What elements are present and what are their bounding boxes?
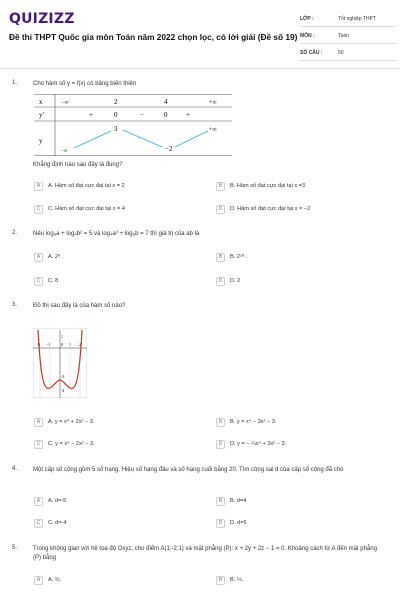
option-text: D. 2 xyxy=(230,278,241,284)
option-letter: C xyxy=(34,519,43,528)
option-text: B. Hàm số đạt cực đại tại x =3 xyxy=(230,183,306,189)
option-text: A. y = x⁴ + 2x² − 3. xyxy=(48,419,95,425)
question-number: 4. xyxy=(12,466,18,472)
option-b[interactable] xyxy=(216,251,247,263)
graph-y-label: 1 xyxy=(61,334,63,339)
option-c[interactable] xyxy=(34,438,95,450)
question-text: Đồ thị sau đây là của hàm số nào? xyxy=(33,303,126,309)
option-text: B. ⅓. xyxy=(230,577,244,583)
option-letter: B xyxy=(216,576,225,585)
question-text: Cho hàm số y = f(x) có bảng biến thiên xyxy=(33,81,137,87)
table-y-value: +∞ xyxy=(209,127,217,133)
meta-label: LỚP : xyxy=(300,16,314,22)
option-d[interactable] xyxy=(216,438,286,450)
option-letter: C xyxy=(34,277,43,286)
option-d[interactable] xyxy=(216,275,240,287)
table-yprime-label: y′ xyxy=(39,111,45,119)
option-letter: D xyxy=(216,519,225,528)
question-number: 5. xyxy=(12,545,18,551)
variation-table xyxy=(34,94,232,156)
option-a[interactable] xyxy=(34,574,61,586)
worksheet-meta xyxy=(300,12,396,63)
option-a[interactable] xyxy=(34,251,63,263)
option-letter: B xyxy=(216,182,225,191)
option-letter: A xyxy=(34,497,43,506)
option-c[interactable] xyxy=(34,517,67,529)
option-a[interactable] xyxy=(34,416,94,428)
table-x-value: 2 xyxy=(114,98,118,106)
meta-row-subject xyxy=(300,29,396,44)
graph-x-label: 1 xyxy=(69,342,71,347)
graph-y-label: -3 xyxy=(61,374,65,379)
table-x-value: 4 xyxy=(164,98,168,106)
graph-x-label: -1 xyxy=(47,342,51,347)
option-text: A. 2⁹ . xyxy=(48,254,64,260)
table-yprime-value: 0 xyxy=(114,111,118,119)
question-prompt: Khẳng định nào sau đây là đúng? xyxy=(33,162,123,168)
question-text: Trong không gian với hệ tọa độ Oxyz, cho điểm A(1;-2;1) và mặt phẳng (P): x + 2y + 2z − 1 = 0. Khoảng cách từ A đến mặt phẳng (P) bằng xyxy=(33,546,377,561)
option-letter: C xyxy=(34,440,43,449)
table-yprime-value: − xyxy=(140,111,144,119)
option-letter: A xyxy=(34,253,43,262)
option-letter: A xyxy=(34,576,43,585)
option-letter: B xyxy=(216,253,225,262)
option-c[interactable] xyxy=(34,275,58,287)
option-text: B. y = x⁴ − 3x² − 3. xyxy=(230,419,277,425)
option-text: B. 2¹⁸ . xyxy=(230,254,248,260)
option-letter: C xyxy=(34,205,43,214)
worksheet-header xyxy=(0,0,400,69)
graph-x-label: 0 xyxy=(61,342,63,347)
graph-x-label: 2 xyxy=(79,342,81,347)
meta-row-class xyxy=(300,12,396,27)
option-b[interactable] xyxy=(216,495,246,507)
option-letter: D xyxy=(216,205,225,214)
option-letter: B xyxy=(216,497,225,506)
option-text: A. Hàm số đạt cực đại tại x = 2 xyxy=(48,183,125,189)
worksheet-title: Đề thi THPT Quốc gia môn Toán năm 2022 chọn lọc, có lời giải (Đề số 19) xyxy=(9,32,298,42)
option-letter: B xyxy=(216,418,225,427)
option-text: D. y = − ¼x⁴ + 3x² − 3. xyxy=(230,441,287,447)
table-y-value: −2 xyxy=(165,145,173,153)
meta-label: SỐ CÂU : xyxy=(300,50,323,56)
option-a[interactable] xyxy=(34,180,125,192)
question-number: 3. xyxy=(12,302,18,308)
meta-value: Tốt nghiệp THPT xyxy=(338,16,376,22)
question-number: 2. xyxy=(12,230,18,236)
quizizz-logo: QUIZIZZ xyxy=(9,11,75,27)
meta-row-count xyxy=(300,46,396,61)
option-d[interactable] xyxy=(216,203,310,215)
option-text: D. d=5 xyxy=(230,520,247,526)
option-text: D. Hàm số đạt cực đại tại x = −2 xyxy=(230,206,311,212)
option-letter: A xyxy=(34,182,43,191)
table-x-value: +∞ xyxy=(209,100,217,106)
meta-value: 50 xyxy=(338,50,344,56)
option-letter: D xyxy=(216,440,225,449)
table-y-value: −∞ xyxy=(61,149,68,154)
option-c[interactable] xyxy=(34,203,125,215)
question-text: Một cấp số cộng gồm 5 số hạng. Hiệu số hạng đầu và số hạng cuối bằng 20. Tìm công sai d của cấp số cộng đã cho xyxy=(33,467,344,473)
option-text: A. d=-5 xyxy=(48,498,67,504)
option-b[interactable] xyxy=(216,574,243,586)
table-yprime-value: + xyxy=(89,111,93,119)
option-text: A. ⅔. xyxy=(48,577,62,583)
option-text: C. d=-4 xyxy=(48,520,67,526)
graph-y-label: -4 xyxy=(61,388,65,393)
question-number: 1. xyxy=(12,80,18,86)
option-b[interactable] xyxy=(216,180,305,192)
option-text: C. Hàm số đạt cực đại tại x = 4 xyxy=(48,206,125,212)
option-letter: A xyxy=(34,418,43,427)
function-graph xyxy=(33,328,87,398)
table-y-label: y xyxy=(39,137,43,145)
table-x-label: x xyxy=(39,98,43,106)
option-text: C. y = x⁴ − 2x² − 3. xyxy=(48,441,95,447)
meta-value: Toán xyxy=(338,33,349,39)
table-x-value: −∞ xyxy=(61,100,69,106)
meta-label: MÔN : xyxy=(300,33,315,39)
graph-x-label: -2 xyxy=(37,342,41,347)
option-text: C. 8 xyxy=(48,278,59,284)
question-text: Nếu log₈a + log₄b² = 5 và log₄a² + log₈b = 7 thì giá trị của ab là xyxy=(33,231,200,237)
option-letter: D xyxy=(216,277,225,286)
option-d[interactable] xyxy=(216,517,247,529)
table-yprime-value: 0 xyxy=(164,111,168,119)
table-y-value: 3 xyxy=(114,125,118,133)
table-yprime-value: + xyxy=(186,111,190,119)
option-b[interactable] xyxy=(216,416,276,428)
option-a[interactable] xyxy=(34,495,66,507)
option-text: B. d=4 xyxy=(230,498,247,504)
